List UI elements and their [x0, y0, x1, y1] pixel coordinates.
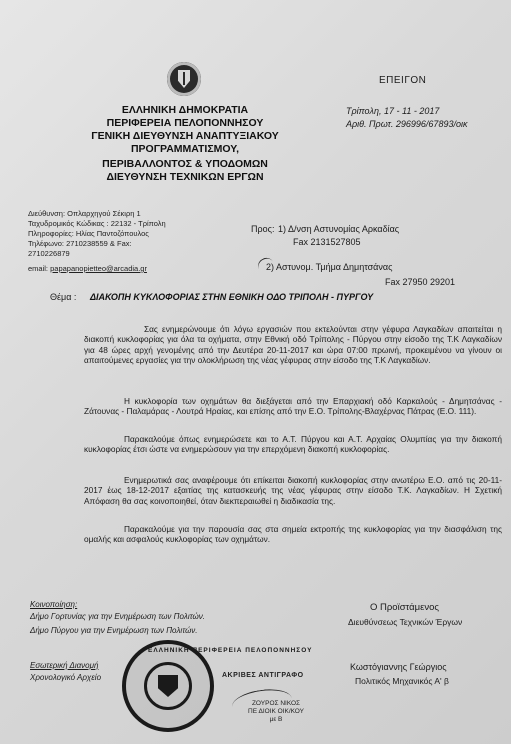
authority-line-3: ΓΕΝΙΚΗ ΔΙΕΥΘΥΝΣΗ ΑΝΑΠΤΥΞΙΑΚΟΥ [91, 130, 279, 142]
recipient-1: 1) Δ/νση Αστυνομίας Αρκαδίας [278, 224, 400, 234]
seal-inner-ring [144, 662, 192, 710]
internal-label: Εσωτερική Διανομή [30, 661, 99, 670]
authority-line-4: ΠΡΟΓΡΑΜΜΑΤΙΣΜΟΥ, [130, 143, 240, 155]
place-date: Τρίπολη, 17 - 11 - 2017 [346, 106, 440, 116]
subject-text: ΔΙΑΚΟΠΗ ΚΥΚΛΟΦΟΡΙΑΣ ΣΤΗΝ ΕΘΝΙΚΗ ΟΔΟ ΤΡΙΠΟΛΗ - ΠΥΡΓΟΥ [90, 292, 374, 302]
true-copy-stamp: ΑΚΡΙΒΕΣ ΑΝΤΙΓΡΑΦΟ [222, 672, 304, 679]
paragraph-3: Παρακαλούμε όπως ενημερώσετε και το Α.Τ. Πύργου και Α.Τ. Αρχαίας Ολυμπίας για την διακοπή κυκλοφορίας έτσι ώστε να ενημερώσουν για την επερχόμενη διακοπή κυκλοφορίας. [84, 434, 502, 455]
contact-email-row [28, 264, 228, 274]
cc-item-1: Δήμο Γορτυνίας για την Ενημέρωση των Πολιτών. [30, 612, 205, 621]
protocol-number: Αριθ. Πρωτ. 296996/67893/οικ [346, 119, 468, 129]
paragraph-4: Ενημερωτικά σας αναφέρουμε ότι επίκειται διακοπή κυκλοφορίας στην ανωτέρω Ε.Ο. από τις 20-11-2017 έως 18-12-2017 εξαιτίας της κατασκευής της νέας γέφυρας στην είσοδο Τ.Κ. Λαγκαδίων. Η Σχετική Απόφαση θα σας κοινοποιηθεί, όταν διεκπεραιωθεί η διαδικασία της. [84, 475, 502, 506]
contact-address: Διεύθυνση: Οπλαρχηγού Σέκιρη 1 [28, 209, 141, 218]
paragraph-1: Σας ενημερώνουμε ότι λόγω εργασιών που εκτελούνται στην γέφυρα Λαγκαδίων απαιτείται η διακοπή κυκλοφορίας για όλα τα οχήματα, στην Εθνική οδό Τρίπολης - Πύργου στην είσοδο της Τ.Κ Λαγκαδίων για 48 ώρες αρχή γενομένης από την Δευτέρα 20-11-2017 και ώρα 07:00 πρωινή, προκειμένου να γίνουν οι απαιτούμενες εργασίες για την ολοκλήρωση της νέας γέφυρας στην είσοδο της Τ.Κ Λαγκαδίων. [84, 324, 502, 366]
paragraph-5: Παρακαλούμε για την παρουσία σας στα σημεία εκτροπής της κυκλοφορίας για την διασφάλιση της ομαλής και ασφαλούς κυκλοφορίας των οχημάτων. [84, 524, 502, 545]
authority-header [60, 104, 310, 184]
contact-email-label: email: [28, 264, 49, 273]
clerk-grade: με Β [269, 716, 283, 723]
clerk-name: ΖΟΥΡΟΣ ΝΙΚΟΣ [251, 700, 301, 707]
recipient-2-fax: Fax 27950 29201 [385, 277, 456, 287]
urgent-label: ΕΠΕΙΓΟΝ [379, 75, 427, 86]
cc-label: Κοινοποίηση: [30, 600, 78, 609]
signatory-role-2: Διευθύνσεως Τεχνικών Έργων [348, 617, 463, 627]
recipient-1-fax: Fax 2131527805 [293, 237, 361, 247]
internal-item: Χρονολογικό Αρχείο [30, 673, 102, 682]
signatory-name: Κωστόγιαννης Γεώργιος [350, 662, 447, 672]
authority-line-6: ΔΙΕΥΘΥΝΣΗ ΤΕΧΝΙΚΩΝ ΕΡΓΩΝ [106, 171, 264, 183]
authority-line-1: ΕΛΛΗΝΙΚΗ ΔΗΜΟΚΡΑΤΙΑ [121, 104, 249, 116]
recipient-2: 2) Αστυνομ. Τμήμα Δημητσάνας [266, 262, 393, 272]
greek-coat-of-arms-icon [167, 62, 201, 96]
seal-text: ΕΛΛΗΝΙΚΗ ΠΕΡΙΦΕΡΕΙΑ ΠΕΛΟΠΟΝΝΗΣΟΥ [148, 647, 313, 654]
clerk-role: ΠΕ ΔΙΟΙΚ ΟΙΚ/ΚΟΥ [248, 708, 304, 715]
contact-info: Πληροφορίες: Ηλίας Παντοζόπουλος [28, 229, 149, 238]
authority-line-5: ΠΕΡΙΒΑΛΛΟΝΤΟΣ & ΥΠΟΔΟΜΩΝ [102, 158, 268, 170]
signatory-title: Πολιτικός Μηχανικός Α' β [355, 676, 449, 686]
contact-email-link[interactable]: papapanopietteo@arcadia.gr [50, 264, 147, 273]
recipients-label: Προς: [251, 224, 275, 234]
authority-line-2: ΠΕΡΙΦΕΡΕΙΑ ΠΕΛΟΠΟΝΝΗΣΟΥ [106, 117, 264, 129]
contact-postcode: Ταχυδρομικός Κώδικας : 22132 - Τρίπολη [28, 219, 166, 228]
signatory-role-1: Ο Προϊστάμενος [370, 602, 439, 613]
seal-emblem-icon [158, 675, 178, 697]
contact-phone: Τηλέφωνο: 2710238559 & Fax: [28, 239, 132, 248]
subject-label: Θέμα : [50, 292, 77, 302]
contact-fax: 2710226879 [28, 249, 70, 258]
paragraph-2: Η κυκλοφορία των οχημάτων θα διεξάγεται από την Επαρχιακή οδό Καρκαλούς - Δημητσάνας - Ζάτουνας - Παλαμάρας - Λουτρά Ηραίας, και επίσης από την Ε.Ο. Τρίπολης-Βλαχέρνας Πάτρας (Ε.Ο. 111). [84, 396, 502, 417]
contact-block [28, 209, 228, 274]
cc-item-2: Δήμο Πύργου για την Ενημέρωση των Πολιτών. [30, 626, 198, 635]
